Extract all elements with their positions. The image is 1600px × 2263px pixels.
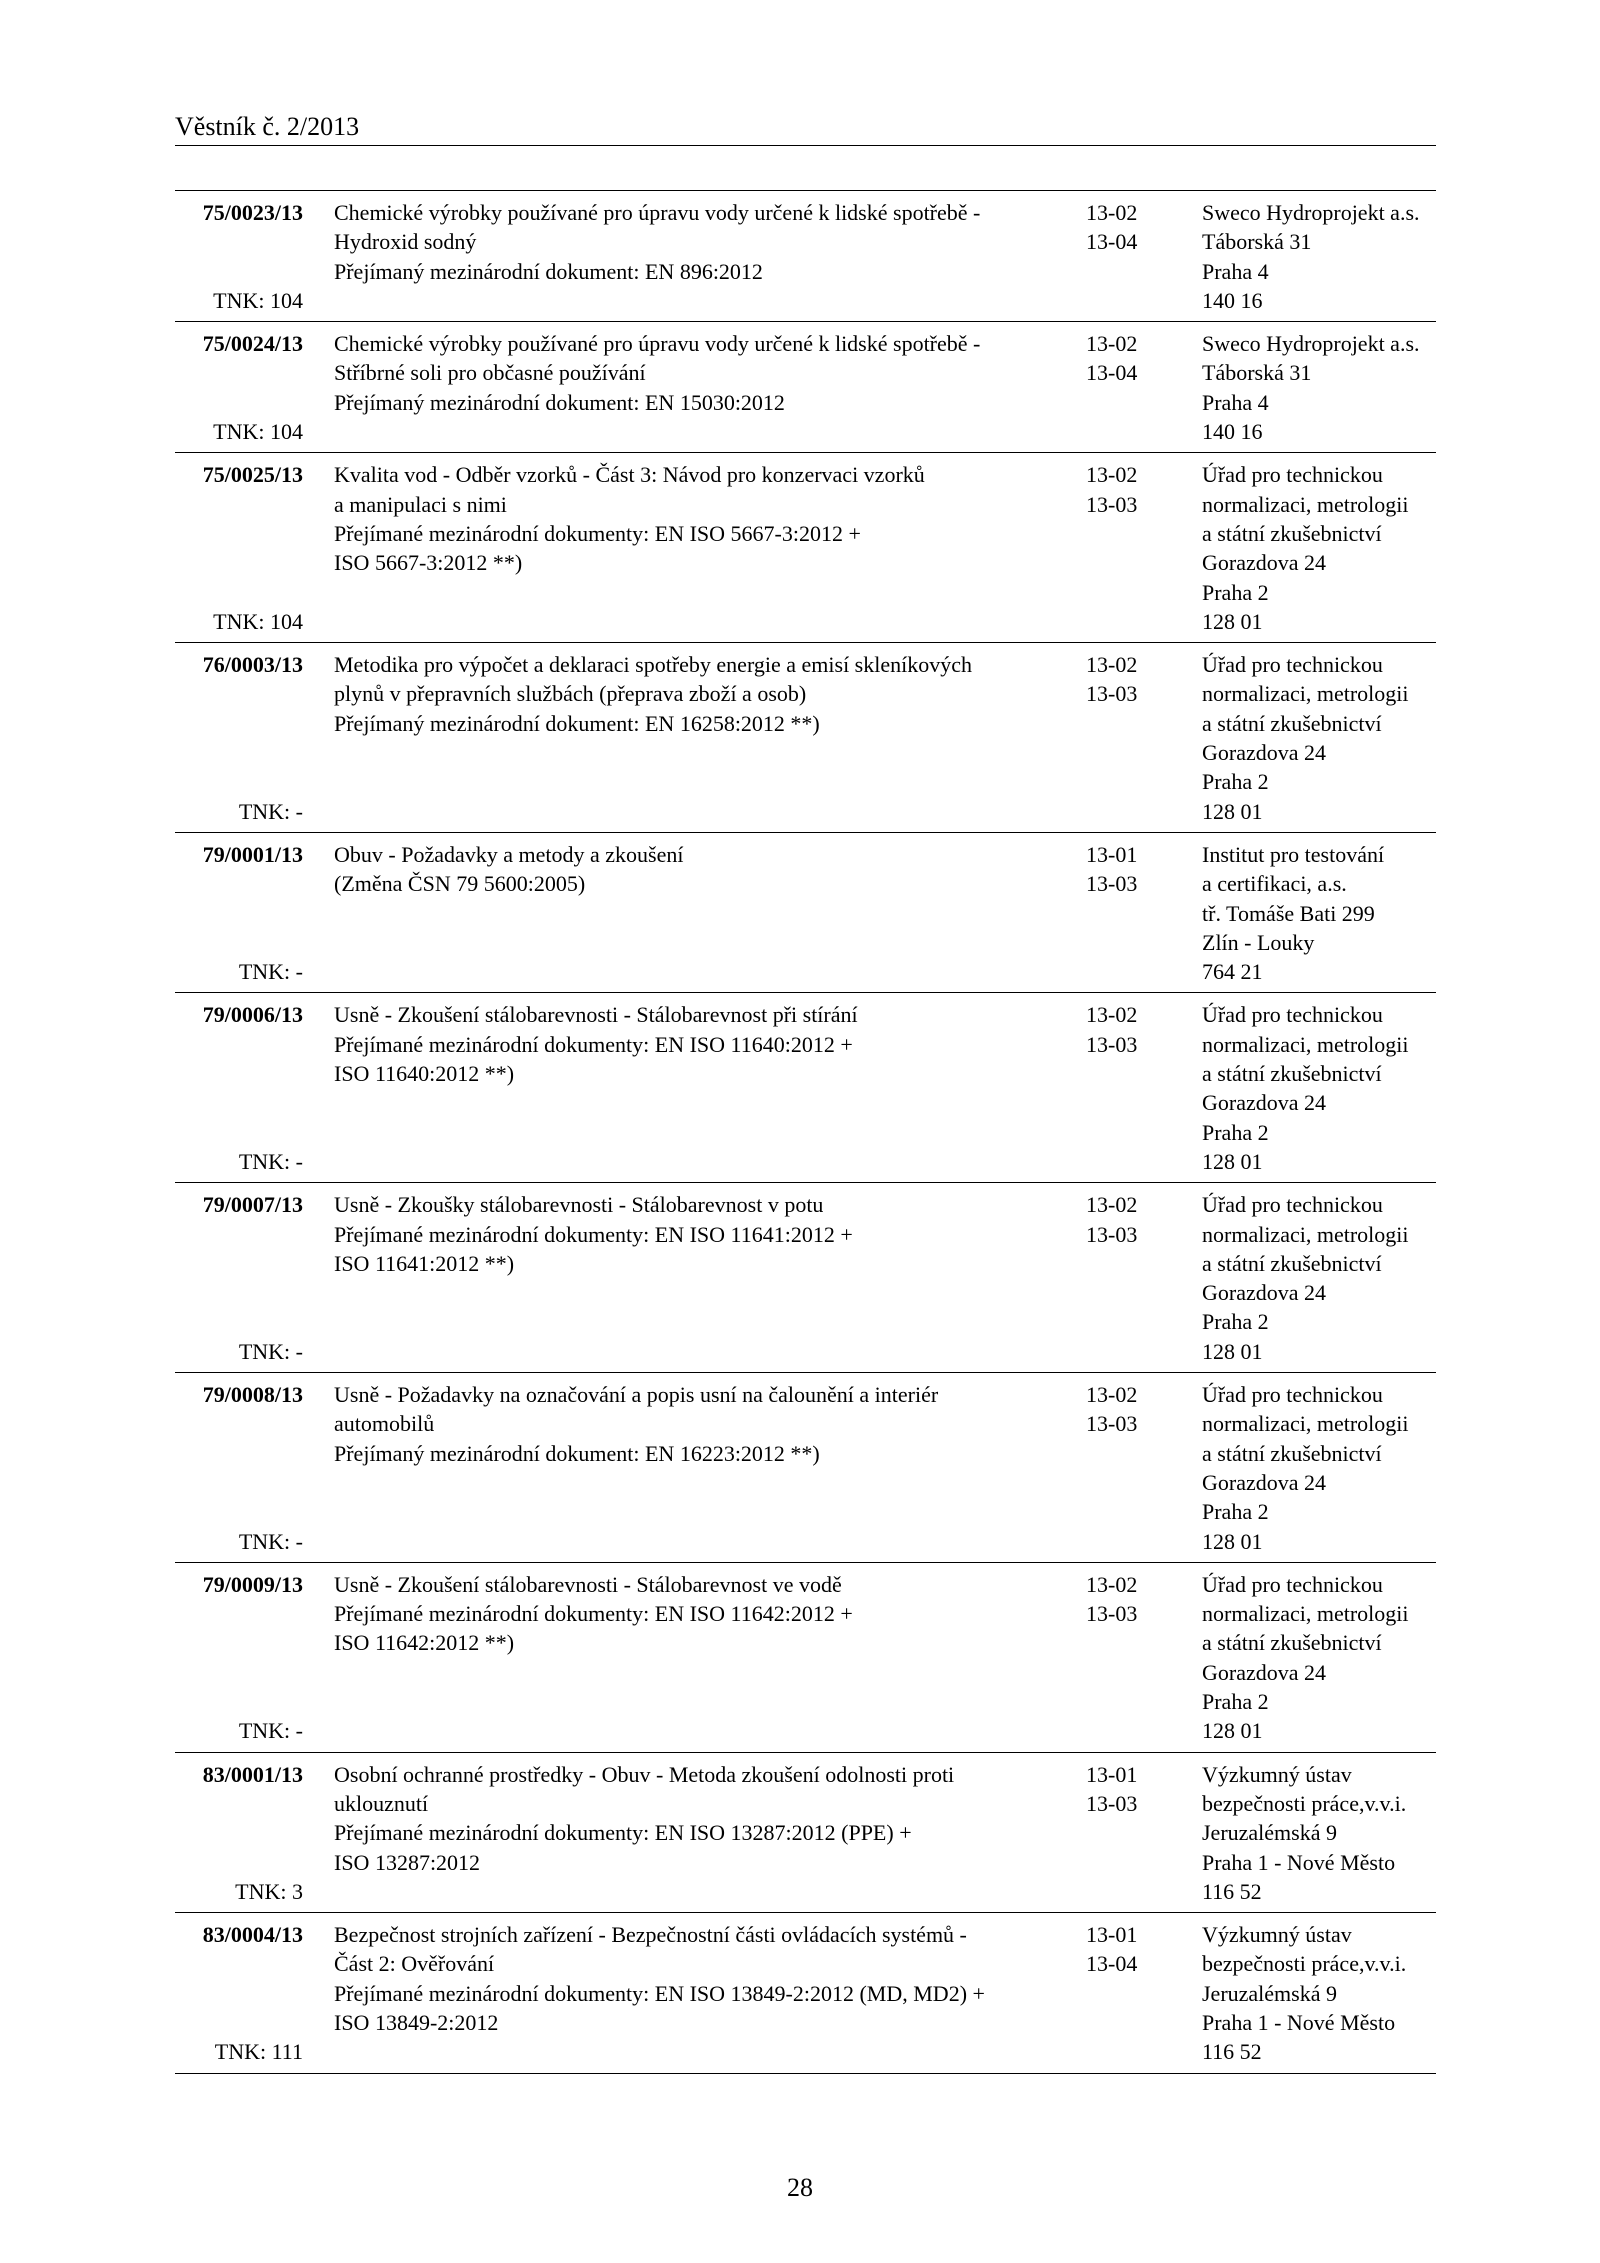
record-address-line: Táborská 31 <box>1202 360 1312 386</box>
record-address-line: Jeruzalémská 9 <box>1202 1980 1337 2006</box>
record-id-column <box>175 1570 303 1746</box>
record-title <box>334 1563 1074 1752</box>
record-address-line: normalizaci, metrologii <box>1202 1031 1409 1057</box>
record-address-line: normalizaci, metrologii <box>1202 491 1409 517</box>
record-title-line: Chemické výrobky používané pro úpravu vody určené k lidské spotřebě - <box>334 331 981 357</box>
record-address-line: Úřad pro technickou <box>1202 652 1383 678</box>
record-code: 13-03 <box>1086 1790 1138 1816</box>
record-tnk: TNK: - <box>238 1338 303 1364</box>
record-address-line: Praha 2 <box>1202 1119 1269 1145</box>
record-code: 13-02 <box>1086 652 1138 678</box>
record-address-line: Praha 2 <box>1202 1499 1269 1525</box>
record-address <box>1202 1920 1442 2066</box>
record-codes <box>1086 1190 1176 1249</box>
record-address <box>1202 460 1442 636</box>
record-tnk: TNK: 104 <box>213 608 303 634</box>
record-address-line: Praha 2 <box>1202 1309 1269 1335</box>
record-address-line: Úřad pro technickou <box>1202 1192 1383 1218</box>
record-row <box>175 1563 1436 1753</box>
record-codes <box>1086 198 1176 257</box>
record-address-line: Praha 2 <box>1202 1689 1269 1715</box>
record-title <box>334 1753 1074 1913</box>
record-codes <box>1086 1760 1176 1819</box>
record-number: 79/0007/13 <box>202 1192 303 1218</box>
record-address-line: Táborská 31 <box>1202 229 1312 255</box>
record-address-line: a státní zkušebnictví <box>1202 1061 1382 1087</box>
record-title-line: Přejímané mezinárodní dokumenty: EN ISO 13849-2:2012 (MD, MD2) + <box>334 1980 985 2006</box>
record-address <box>1202 1760 1442 1906</box>
record-address <box>1202 1380 1442 1556</box>
record-id-column <box>175 1190 303 1366</box>
record-address <box>1202 198 1442 315</box>
record-title <box>334 453 1074 642</box>
record-title-line: Osobní ochranné prostředky - Obuv - Metoda zkoušení odolnosti proti <box>334 1761 955 1787</box>
record-title-line: Usně - Zkoušení stálobarevnosti - Stálobarevnost při stírání <box>334 1002 858 1028</box>
record-code: 13-04 <box>1086 229 1138 255</box>
record-row <box>175 833 1436 994</box>
record-title-line: plynů v přepravních službách (přeprava zboží a osob) <box>334 681 807 707</box>
record-code: 13-01 <box>1086 1922 1138 1948</box>
record-number: 83/0004/13 <box>202 1922 303 1948</box>
record-row <box>175 1913 1436 2074</box>
record-title-line: Přejímaný mezinárodní dokument: EN 15030:2012 <box>334 389 785 415</box>
record-code: 13-04 <box>1086 360 1138 386</box>
record-title-line: Přejímané mezinárodní dokumenty: EN ISO 13287:2012 (PPE) + <box>334 1820 912 1846</box>
record-code: 13-03 <box>1086 1601 1138 1627</box>
record-address <box>1202 840 1442 986</box>
record-code: 13-03 <box>1086 1411 1138 1437</box>
record-title-line: ISO 11641:2012 **) <box>334 1250 515 1276</box>
record-codes <box>1086 1920 1176 1979</box>
record-number: 79/0006/13 <box>202 1002 303 1028</box>
record-id-column <box>175 198 303 315</box>
record-address-line: Sweco Hydroprojekt a.s. <box>1202 331 1420 357</box>
record-address-line: Sweco Hydroprojekt a.s. <box>1202 200 1420 225</box>
record-id-column <box>175 650 303 826</box>
record-row <box>175 322 1436 453</box>
record-title-line: ISO 11640:2012 **) <box>334 1061 515 1087</box>
record-row <box>175 643 1436 833</box>
record-row <box>175 191 1436 322</box>
record-row <box>175 453 1436 643</box>
record-address-line: a státní zkušebnictví <box>1202 710 1382 736</box>
record-tnk: TNK: 104 <box>213 419 303 445</box>
record-code: 13-02 <box>1086 1571 1138 1597</box>
record-codes <box>1086 329 1176 388</box>
record-title-line: Přejímané mezinárodní dokumenty: EN ISO 5667-3:2012 + <box>334 520 861 546</box>
record-title <box>334 833 1074 993</box>
record-title-line: (Změna ČSN 79 5600:2005) <box>334 871 586 897</box>
page-header-title: Věstník č. 2/2013 <box>175 112 360 141</box>
record-title <box>334 322 1074 452</box>
record-title-line: Usně - Zkoušky stálobarevnosti - Stálobarevnost v potu <box>334 1192 824 1218</box>
record-number: 75/0023/13 <box>202 200 303 225</box>
record-title-line: Metodika pro výpočet a deklaraci spotřeby energie a emisí skleníkových <box>334 652 972 678</box>
record-address <box>1202 1570 1442 1746</box>
record-address-line: 140 16 <box>1202 287 1263 313</box>
record-title-line: ISO 5667-3:2012 **) <box>334 550 523 576</box>
record-address <box>1202 1190 1442 1366</box>
record-title-line: Usně - Požadavky na označování a popis usní na čalounění a interiér <box>334 1382 939 1408</box>
record-tnk: TNK: - <box>238 1718 303 1744</box>
record-address-line: 128 01 <box>1202 608 1263 634</box>
record-address <box>1202 650 1442 826</box>
record-address-line: Institut pro testování <box>1202 841 1385 867</box>
record-title-line: Kvalita vod - Odběr vzorků - Část 3: Návod pro konzervaci vzorků <box>334 462 925 488</box>
record-address-line: normalizaci, metrologii <box>1202 681 1409 707</box>
record-tnk: TNK: - <box>238 1148 303 1174</box>
record-tnk: TNK: 104 <box>213 287 303 313</box>
record-address-line: a státní zkušebnictví <box>1202 1440 1382 1466</box>
record-number: 75/0024/13 <box>202 331 303 357</box>
standards-list <box>175 190 1436 2074</box>
record-title-line: Část 2: Ověřování <box>334 1951 495 1977</box>
record-code: 13-03 <box>1086 871 1138 897</box>
record-title-line: Obuv - Požadavky a metody a zkoušení <box>334 841 684 867</box>
record-address-line: Úřad pro technickou <box>1202 1382 1383 1408</box>
record-codes <box>1086 460 1176 519</box>
record-title <box>334 1183 1074 1372</box>
record-address-line: normalizaci, metrologii <box>1202 1601 1409 1627</box>
record-address-line: 116 52 <box>1202 1878 1262 1904</box>
record-id-column <box>175 1380 303 1556</box>
record-address-line: a státní zkušebnictví <box>1202 1250 1382 1276</box>
record-address-line: Gorazdova 24 <box>1202 550 1327 576</box>
record-code: 13-03 <box>1086 1031 1138 1057</box>
record-address-line: 128 01 <box>1202 1148 1263 1174</box>
record-title-line: Bezpečnost strojních zařízení - Bezpečnostní části ovládacích systémů - <box>334 1922 967 1948</box>
record-code: 13-02 <box>1086 1002 1138 1028</box>
record-address-line: Gorazdova 24 <box>1202 1280 1327 1306</box>
record-title-line: Usně - Zkoušení stálobarevnosti - Stálobarevnost ve vodě <box>334 1571 842 1597</box>
record-title <box>334 191 1074 321</box>
record-address-line: normalizaci, metrologii <box>1202 1221 1409 1247</box>
record-title-line: Chemické výrobky používané pro úpravu vody určené k lidské spotřebě - <box>334 200 981 225</box>
page-number: 28 <box>787 2173 813 2202</box>
record-title-line: uklouznutí <box>334 1790 429 1816</box>
record-number: 83/0001/13 <box>202 1761 303 1787</box>
record-title-line: Stříbrné soli pro občasné používání <box>334 360 646 386</box>
record-address-line: Výzkumný ústav <box>1202 1922 1352 1948</box>
record-address-line: normalizaci, metrologii <box>1202 1411 1409 1437</box>
record-id-column <box>175 1000 303 1176</box>
record-address-line: 128 01 <box>1202 1718 1263 1744</box>
record-address-line: a státní zkušebnictví <box>1202 1630 1382 1656</box>
record-title-line: ISO 11642:2012 **) <box>334 1630 515 1656</box>
record-title-line: Přejímaný mezinárodní dokument: EN 896:2012 <box>334 258 763 284</box>
record-code: 13-03 <box>1086 491 1138 517</box>
record-address-line: bezpečnosti práce,v.v.i. <box>1202 1790 1407 1816</box>
record-address-line: Praha 2 <box>1202 579 1269 605</box>
record-address <box>1202 1000 1442 1176</box>
record-code: 13-02 <box>1086 200 1138 225</box>
record-id-column <box>175 329 303 446</box>
record-code: 13-02 <box>1086 462 1138 488</box>
record-address-line: Praha 4 <box>1202 258 1269 284</box>
record-id-column <box>175 460 303 636</box>
record-title-line: Přejímané mezinárodní dokumenty: EN ISO 11641:2012 + <box>334 1221 853 1247</box>
record-code: 13-03 <box>1086 681 1138 707</box>
record-address-line: Praha 1 - Nové Město <box>1202 2010 1396 2036</box>
record-address <box>1202 329 1442 446</box>
record-tnk: TNK: - <box>238 798 303 824</box>
record-code: 13-02 <box>1086 331 1138 357</box>
record-title-line: ISO 13849-2:2012 <box>334 2010 499 2036</box>
record-title-line: Přejímané mezinárodní dokumenty: EN ISO 11640:2012 + <box>334 1031 853 1057</box>
record-tnk: TNK: - <box>238 959 303 985</box>
record-address-line: 128 01 <box>1202 798 1263 824</box>
record-tnk: TNK: 111 <box>214 2039 303 2065</box>
record-title-line: automobilů <box>334 1411 435 1437</box>
record-address-line: Gorazdova 24 <box>1202 1090 1327 1116</box>
record-title <box>334 643 1074 832</box>
record-code: 13-02 <box>1086 1192 1138 1218</box>
record-code: 13-01 <box>1086 1761 1138 1787</box>
record-tnk: TNK: 3 <box>235 1878 303 1904</box>
record-title <box>334 993 1074 1182</box>
record-address-line: Gorazdova 24 <box>1202 1469 1327 1495</box>
record-address-line: a státní zkušebnictví <box>1202 520 1382 546</box>
record-codes <box>1086 1380 1176 1439</box>
record-address-line: Gorazdova 24 <box>1202 740 1327 766</box>
record-tnk: TNK: - <box>238 1528 303 1554</box>
record-code: 13-01 <box>1086 841 1138 867</box>
record-title-line: Přejímaný mezinárodní dokument: EN 16258:2012 **) <box>334 710 820 736</box>
record-address-line: 116 52 <box>1202 2039 1262 2065</box>
record-id-column <box>175 1760 303 1907</box>
record-row <box>175 1183 1436 1373</box>
record-address-line: Jeruzalémská 9 <box>1202 1820 1337 1846</box>
record-number: 79/0008/13 <box>202 1382 303 1408</box>
record-address-line: Praha 4 <box>1202 389 1269 415</box>
record-address-line: 128 01 <box>1202 1338 1263 1364</box>
record-address-line: Úřad pro technickou <box>1202 462 1383 488</box>
record-codes <box>1086 650 1176 709</box>
record-code: 13-03 <box>1086 1221 1138 1247</box>
record-codes <box>1086 840 1176 899</box>
record-code: 13-04 <box>1086 1951 1138 1977</box>
record-codes <box>1086 1570 1176 1629</box>
record-address-line: Zlín - Louky <box>1202 929 1315 955</box>
header-rule <box>175 145 1436 146</box>
record-address-line: bezpečnosti práce,v.v.i. <box>1202 1951 1407 1977</box>
record-address-line: Praha 1 - Nové Město <box>1202 1849 1396 1875</box>
record-address-line: 128 01 <box>1202 1528 1263 1554</box>
record-title-line: Hydroxid sodný <box>334 229 477 255</box>
record-title-line: a manipulaci s nimi <box>334 491 507 517</box>
record-row <box>175 1373 1436 1563</box>
record-number: 76/0003/13 <box>202 652 303 678</box>
record-id-column <box>175 840 303 987</box>
record-number: 75/0025/13 <box>202 462 303 488</box>
record-address-line: a certifikaci, a.s. <box>1202 871 1347 897</box>
record-address-line: tř. Tomáše Bati 299 <box>1202 900 1375 926</box>
record-title <box>334 1913 1074 2073</box>
record-codes <box>1086 1000 1176 1059</box>
record-number: 79/0001/13 <box>202 841 303 867</box>
record-title-line: Přejímané mezinárodní dokumenty: EN ISO 11642:2012 + <box>334 1601 853 1627</box>
record-id-column <box>175 1920 303 2067</box>
record-address-line: 140 16 <box>1202 419 1263 445</box>
record-row <box>175 993 1436 1183</box>
record-title-line: ISO 13287:2012 <box>334 1849 481 1875</box>
record-title <box>334 1373 1074 1562</box>
record-address-line: Praha 2 <box>1202 769 1269 795</box>
record-address-line: Výzkumný ústav <box>1202 1761 1352 1787</box>
record-number: 79/0009/13 <box>202 1571 303 1597</box>
record-row <box>175 1753 1436 1914</box>
record-address-line: Úřad pro technickou <box>1202 1002 1383 1028</box>
record-title-line: Přejímaný mezinárodní dokument: EN 16223:2012 **) <box>334 1440 820 1466</box>
record-address-line: 764 21 <box>1202 959 1263 985</box>
record-code: 13-02 <box>1086 1382 1138 1408</box>
record-address-line: Gorazdova 24 <box>1202 1659 1327 1685</box>
record-address-line: Úřad pro technickou <box>1202 1571 1383 1597</box>
